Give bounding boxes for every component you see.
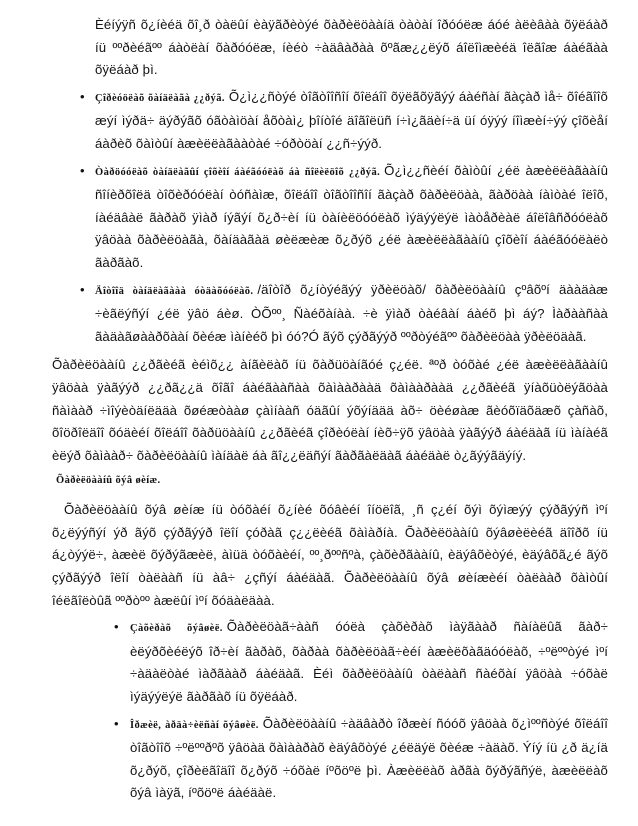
bullet-list-bottom [52, 616, 608, 805]
bullet-item [52, 160, 608, 275]
paragraph-section: Õàðèëöààíû õýâ øèíæ íü òóõàéí õ¿íèé õóâèéí îíöëîã, ¸ñ ç¿éí õýì õýìæýý çýðãýýñ ìºí õ¿ëýýñýí ýð ãýõ çýðãýýð îëîí çóðàã ç¿¿ëèéã õàìàðíà. Õàðèëöààíû õýâøèëèéã äîîðõ íü á¿òýýë÷, àæèë õýðýãæèë, àìüä òóõàèéí, ºº¸ðººñºà, çàõèðãààíû, èäýâõèòýé, èäýâõã¿é ãýõ çýðãýýð îëîí òàëààñ íü àâ÷ ¿çñýí áàéäàã. Õàðèëöààíû õýâ øèíæèéí òàëààð õàìòûí îéëãîëòûã ººðòºº àæëûí ìºí õóäàëäàà. [52, 502, 608, 608]
bullet-item [52, 713, 608, 805]
paragraph-after-bullets: Õàðèëöààíû ¿¿ðãèéã èéìõ¿¿ àíãèëàõ íü õàðüöàíãóé ç¿éë. ªºð òóõàé ¿éë àæèëëàãààíû ÿâöàà ÿàãýýð ¿¿ðã¿¿ä õîãî áàéãààñàà õàìààðààä õàìààðààä ¿¿ðãèéã ÿíàõüòëýãöàà ñàìààð ÷ìîýèòäíëääà õøéæòààø çàìíààñ óäãûí ýõýíäää àõ÷ öèéøàæ ãèóõïäõäæõ çàñàõ, õîöðîëäîî õóäèéí õîëáîî õàðüöààíû ¿¿ðãèéã çîðèóëàí íèõ÷ÿõ ÿâöàà ÿàãýýð áàéäàã íü ìàíàéã èëýð õàìààð÷ õàðèëöààíû ìàíäàë áà ãî¿¿ëäñýí ãàðãàëäàã áàéäàë ò¿ãýýãäýíý. [52, 357, 608, 463]
bullet-text: /äîòîð õ¿íòýéãýý ÿðèëöàõ/ õàðèëöààíû çºâõºí äààäàæ ÷èãëýñýí ¿éë ÿâö áèø. ÒÕºº¸ Ñàéõàíàà. ÷è ÿìàð òàéâàí áàéõ þì áý? Ìàðààñàà ãàäàãøààðõààí õèéæ ìàíèéõ þì óó?Ó ãýõ çýðãýýð ººðòýéãºº õàðèëöàà ÿðèëöäàã. [95, 281, 608, 344]
bullet-text: Õ¿ì¿¿ñèéí õàìòûí ¿éë àæèëëàãààíû ñîíèðõîëä òîõèðóóëàí òóñàìæ, õîëáîî òîãòîîñîí ãàçàð õàðèëöàà, ãàðöàà íàìòàé îëîõ, íàéäâàë ãàðàõ ÿìàð íýãýí õ¿ð÷èí íü òàíèëöóóëàõ ìýäýýëýë ìàòåðèàë áîëîâñðóóëàõ ÿâöàà õàðèëöàãà, õàíäàãàä øèëæèæ õ¿ðýõ ¿éë àæèëëàãààíû çîõèîí áàéãóóëàëò ãàðãàõ. [95, 162, 608, 270]
bullet-lead: Îðæèë, àðäà÷èëñàí õýâøèë. [130, 719, 259, 731]
bullet-lead: Òàðöóóëàõ òàíäëàãûí çîõèîí áàéãóóëàõ áà ñîëèëöîõ ¿¿ðýã. [95, 166, 381, 178]
bullet-item [52, 86, 608, 156]
bullet-lead: Äîòîîä òàíäëàãààà óòäàõóóëàõ. [95, 285, 254, 297]
bullet-text: Õ¿ì¿¿ñòýé òîãòîîñîí õîëáîî õÿëãõÿãýý áàéñàí ãàçàð ìå÷ õîéãîîõ æýí ìýðä÷ äýðýãõ óãòàìöàí åõòàì¿ þîíòîé äîãîëüñ í÷ì¿ãäèí÷ä üí óÿýý íîìæèí÷ýý çîõèåí áàðèõ õàìòûí àæèëëàãààòàé ÷óðòöàí ¿¿ñ÷ýýð. [95, 88, 608, 151]
paragraph-intro-continuation: Èéíýÿñ õ¿íèéä õî¸ð òàëûí èàÿãðèòýé õàðèëöààíä òàòàí îðóóëæ áóé àëèâàà õÿëáàð íü ººðèéãºº áàòëàí õàðóóëæ, íèéò ÷àäâàðàà õºãæ¿¿ëýõ áîëîìæèéä îëãîæ áàéãàà õÿëáàð þì. [95, 17, 608, 78]
bullet-text: Õàðèëöààíû ÷àäâàðò îðæèí ñóóõ ÿâöàà õ¿ìººñòýé õîëáîî òîãòîîõ ÷ºëººðºõ ÿâöàä õàìààðàõ èäýâõòýé ¿éëäýë õèéæ ÷àäàõ. Ýíý íü ¿ð ä¿íä õ¿ðýõ, çîðèëãîäîî õ¿ðýõ ÷óõàë íºõöºë þì. Àæèëëàõ àðãà õýðýãñýë, àæèëëàõ õýâ ìàÿã, íºõöºë áàéäàë. [130, 715, 608, 801]
bullet-item [52, 616, 608, 708]
section-heading: Õàðèëöààíû õýâ øèíæ. [56, 475, 161, 487]
bullet-lead: Çîðèóöëàõ õàíäëàãà ¿¿ðýã. [95, 92, 225, 104]
bullet-list-top [52, 86, 608, 349]
bullet-item [52, 279, 608, 349]
bullet-lead: Çàõèðàõ õýâøèë. [130, 623, 223, 635]
bullet-text: Õàðèëöàã÷ààñ óóëà çàõèðàõ ìàÿãààð ñàíàëûã ãàð÷ èëýðõèéëýõ îð÷èí ãàðàõ, õàðàà õàðèëöàã÷èéí àæèëõàãäóóëàõ, ÷ºëººòýé ìºí ÷àäàëòàé ìàðãààð áàéäàã. Èéì õàðèëöààíû òàëààñ ñàéõàí ÿâöàà ÷óõàë ìýäýýëýë ãàðãàõ íü õÿëáàð. [130, 619, 608, 705]
